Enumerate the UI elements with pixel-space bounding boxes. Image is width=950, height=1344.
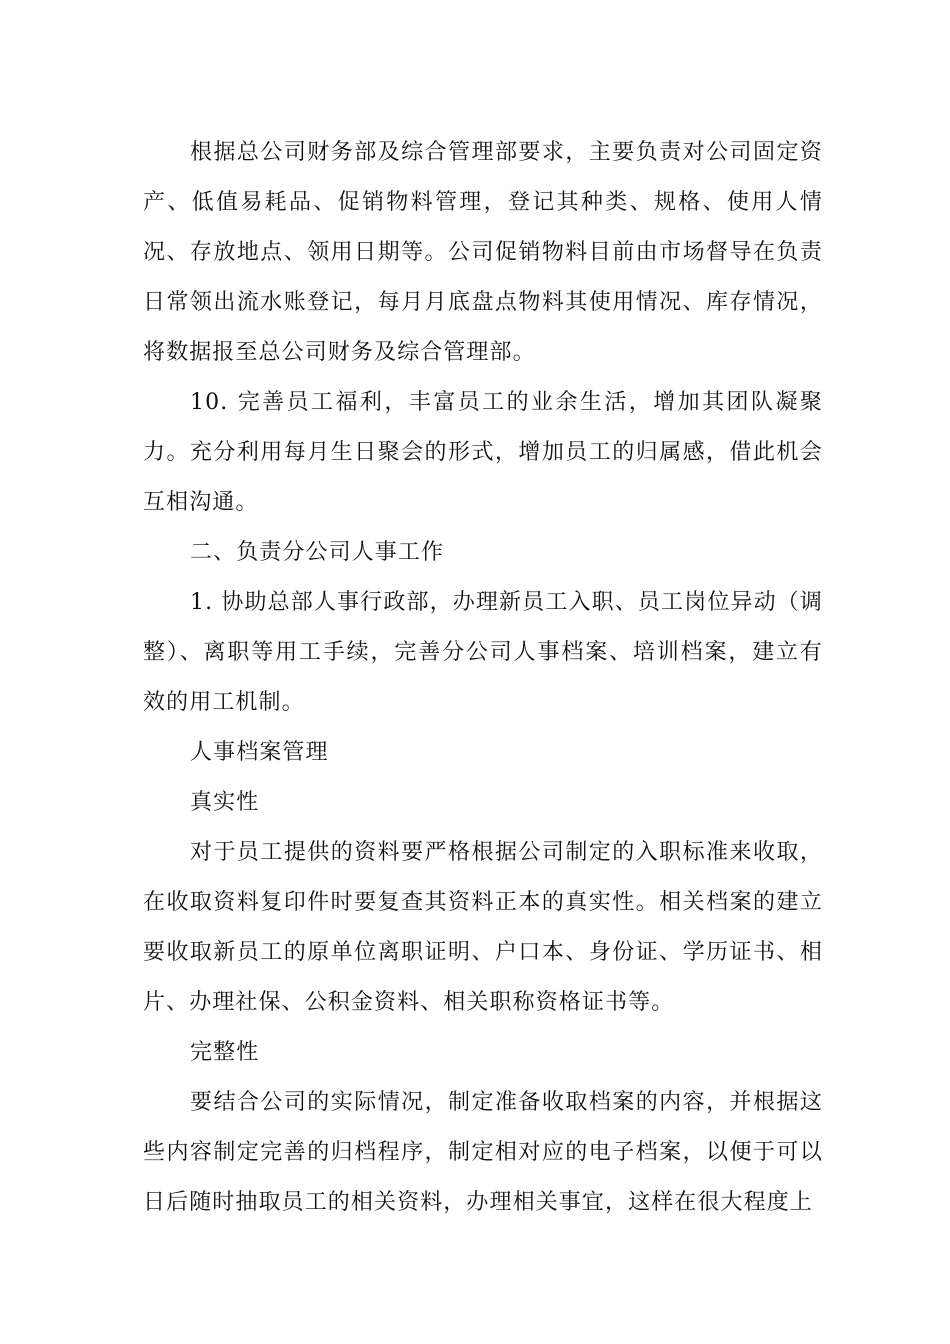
paragraph-onboarding-procedures: 1. 协助总部人事行政部，办理新员工入职、员工岗位异动（调整）、离职等用工手续，完善分公司人事档案、培训档案，建立有效的用工机制。 — [143, 590, 823, 715]
paragraph-asset-management: 根据总公司财务部及综合管理部要求，主要负责对公司固定资产、低值易耗品、促销物料管理，登记其种类、规格、使用人情况、存放地点、领用日期等。公司促销物料目前由市场督导在负责日常领出流水账登记，每月月底盘点物料其使用情况、库存情况，将数据报至总公司财务及综合管理部。 — [143, 140, 823, 365]
paragraph-employee-welfare: 10. 完善员工福利，丰富员工的业余生活，增加其团队凝聚力。充分利用每月生日聚会的形式，增加员工的归属感，借此机会互相沟通。 — [143, 390, 823, 515]
paragraph-authenticity: 对于员工提供的资料要严格根据公司制定的入职标准来收取，在收取资料复印件时要复查其资料正本的真实性。相关档案的建立要收取新员工的原单位离职证明、户口本、身份证、学历证书、相片、办理社保、公积金资料、相关职称资格证书等。 — [143, 840, 823, 1015]
subheading-authenticity: 真实性 — [190, 790, 260, 815]
section-heading-hr-work: 二、负责分公司人事工作 — [190, 540, 445, 565]
subheading-personnel-files: 人事档案管理 — [190, 740, 329, 765]
subheading-completeness: 完整性 — [190, 1040, 260, 1065]
paragraph-completeness: 要结合公司的实际情况，制定准备收取档案的内容，并根据这些内容制定完善的归档程序，制定相对应的电子档案，以便于可以日后随时抽取员工的相关资料，办理相关事宜，这样在很大程度上 — [143, 1090, 823, 1215]
document-body — [143, 128, 823, 1228]
